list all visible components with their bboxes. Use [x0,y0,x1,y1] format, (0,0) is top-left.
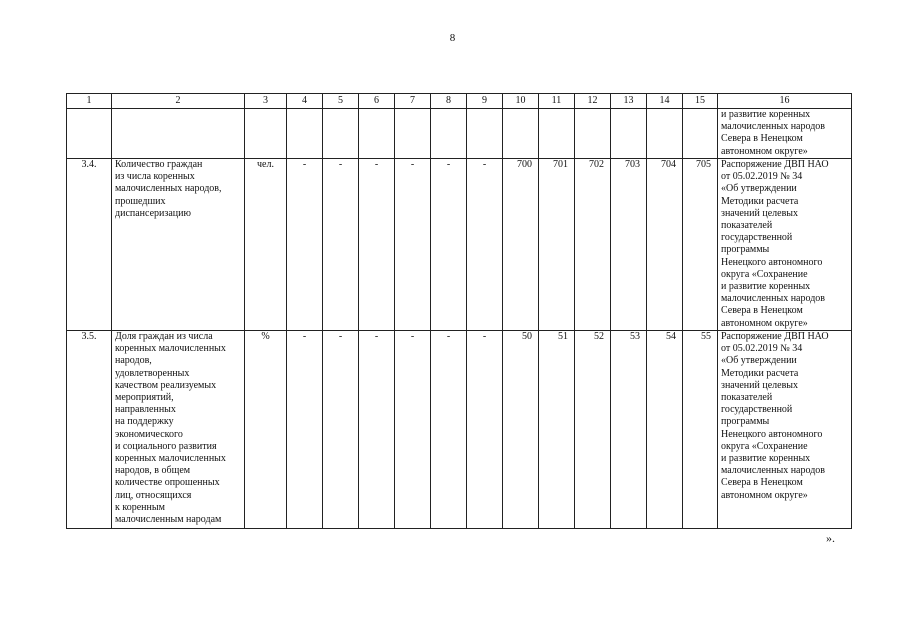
value-cell: - [323,159,359,331]
value-cell: 52 [575,331,611,529]
value-cell: - [323,331,359,529]
column-header: 14 [647,94,683,109]
value-cell: 54 [647,331,683,529]
value-cell: - [287,331,323,529]
column-header: 8 [431,94,467,109]
column-header: 2 [112,94,245,109]
unit-cell: % [245,331,287,529]
column-header: 6 [359,94,395,109]
value-cell: - [467,159,503,331]
value-cell: - [467,331,503,529]
value-cell: 701 [539,159,575,331]
indicator-name: Доля граждан из числа коренных малочисленных народов, удовлетворенных качеством реализуемых мероприятий, направленных на поддержку экономического и социального развития коренных малочисленных народов, в общем количестве опрошенных лиц, относящихся к коренным малочисленным народам [112,331,245,529]
value-cell: - [431,159,467,331]
value-cell: - [287,159,323,331]
header-row [67,94,852,109]
column-header: 11 [539,94,575,109]
indicator-name: Количество граждан из числа коренных малочисленных народов, прошедших диспансеризацию [112,159,245,331]
value-cell: - [359,331,395,529]
value-cell: 703 [611,159,647,331]
value-cell: 50 [503,331,539,529]
continuation-text: и развитие коренных малочисленных народов Севера в Ненецком автономном округе» [718,109,852,159]
value-cell: 51 [539,331,575,529]
column-header: 12 [575,94,611,109]
value-cell: - [395,159,431,331]
continuation-row [67,109,852,159]
value-cell: - [431,331,467,529]
value-cell: 53 [611,331,647,529]
source-document: Распоряжение ДВП НАО от 05.02.2019 № 34 «Об утверждении Методики расчета значений целевых показателей государственной программы Ненецкого автономного округа «Сохранение и развитие коренных малочисленных народов Севера в Ненецком автономном округе» [718,159,852,331]
value-cell: - [395,331,431,529]
source-document: Распоряжение ДВП НАО от 05.02.2019 № 34 «Об утверждении Методики расчета значений целевых показателей государственной программы Ненецкого автономного округа «Сохранение и развитие коренных малочисленных народов Севера в Ненецком автономном округе» [718,331,852,529]
column-header: 10 [503,94,539,109]
closing-quote-mark: ». [826,531,835,545]
value-cell: 704 [647,159,683,331]
row-number: 3.5. [67,331,112,529]
column-header: 3 [245,94,287,109]
column-header: 16 [718,94,852,109]
value-cell: 55 [683,331,718,529]
column-header: 15 [683,94,718,109]
table-row [67,159,852,331]
indicators-table [66,93,852,529]
row-number: 3.4. [67,159,112,331]
value-cell: - [359,159,395,331]
unit-cell: чел. [245,159,287,331]
column-header: 1 [67,94,112,109]
table-row [67,331,852,529]
column-header: 13 [611,94,647,109]
column-header: 5 [323,94,359,109]
value-cell: 700 [503,159,539,331]
column-header: 9 [467,94,503,109]
value-cell: 705 [683,159,718,331]
page-number: 8 [449,32,456,44]
column-header: 4 [287,94,323,109]
value-cell: 702 [575,159,611,331]
column-header: 7 [395,94,431,109]
